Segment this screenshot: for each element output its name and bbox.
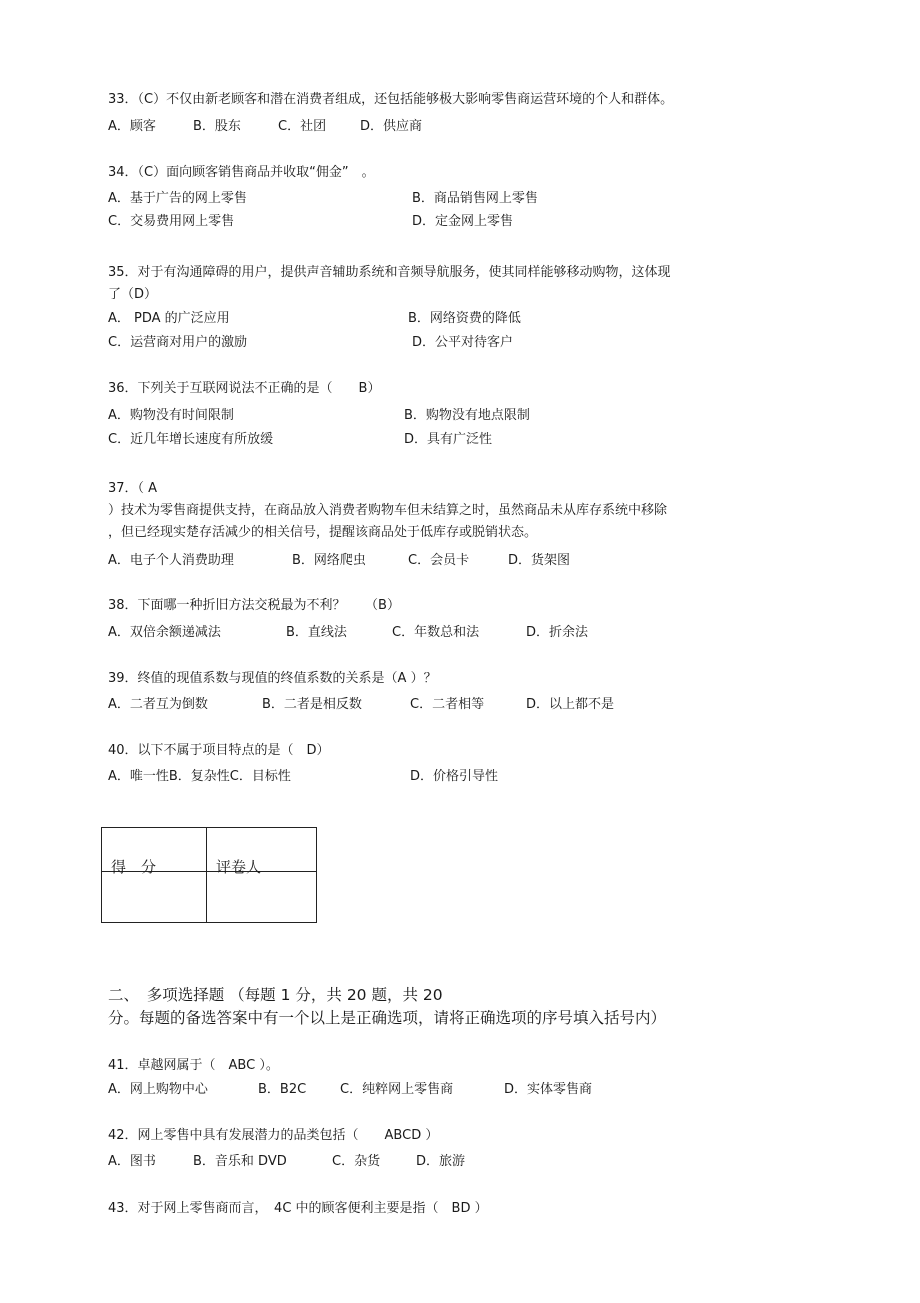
question-33-stem: 33．（C）不仅由新老顾客和潜在消费者组成，还包括能够极大影响零售商运营环境的个人和群体。: [108, 92, 674, 107]
q41-option-a: A．网上购物中心: [108, 1082, 208, 1097]
q35-option-d: D．公平对待客户: [412, 335, 514, 350]
q36-option-b: B．购物没有地点限制: [404, 408, 530, 423]
q34-option-d: D．定金网上零售: [412, 214, 514, 229]
question-37-stem-line3: ，但已经现实楚存活减少的相关信号，提醒该商品处于低库存或脱销状态。: [108, 525, 538, 540]
q38-option-d: D．折余法: [526, 625, 589, 640]
q33-option-b: B．股东: [193, 119, 241, 134]
question-43-stem: 43．对于网上零售商而言， 4C 中的顾客便利主要是指（ BD ）: [108, 1201, 488, 1216]
q42-option-d: D．旅游: [416, 1154, 466, 1169]
q38-option-c: C．年数总和法: [392, 625, 480, 640]
q41-option-c: C．纯粹网上零售商: [340, 1082, 454, 1097]
q42-option-a: A．图书: [108, 1154, 156, 1169]
question-36-stem: 36．下列关于互联网说法不正确的是（ B）: [108, 381, 381, 396]
q42-option-c: C．杂货: [332, 1154, 381, 1169]
q36-option-a: A．购物没有时间限制: [108, 408, 234, 423]
q37-option-a: A．电子个人消费助理: [108, 553, 234, 568]
question-35-stem-line2: 了（D）: [108, 287, 158, 302]
q33-option-a: A．顾客: [108, 119, 156, 134]
q36-option-c: C．近几年增长速度有所放缓: [108, 432, 274, 447]
q34-option-b: B．商品销售网上零售: [412, 191, 538, 206]
question-37-stem-line2: ）技术为零售商提供支持，在商品放入消费者购物车但未结算之时，虽然商品未从库存系统中移除: [108, 503, 668, 518]
q39-option-d: D．以上都不是: [526, 697, 615, 712]
q38-option-b: B．直线法: [286, 625, 347, 640]
question-39-stem: 39．终值的现值系数与现值的终值系数的关系是（A ）？: [108, 671, 437, 686]
q42-option-b: B．音乐和 DVD: [193, 1154, 287, 1169]
q37-option-b: B．网络爬虫: [292, 553, 366, 568]
q33-option-c: C．社团: [278, 119, 327, 134]
question-37-stem-line1: 37．（ A: [108, 481, 158, 496]
question-40-stem: 40．以下不属于项目特点的是（ D）: [108, 743, 330, 758]
q36-option-d: D．具有广泛性: [404, 432, 493, 447]
question-34-stem: 34．（C）面向顾客销售商品并收取“佣金” 。: [108, 165, 375, 180]
q34-option-a: A．基于广告的网上零售: [108, 191, 247, 206]
section2-heading-line2: 分。每题的备选答案中有一个以上是正确选项，请将正确选项的序号填入括号内）: [108, 1009, 667, 1027]
q40-options-abc: A．唯一性B．复杂性C．目标性: [108, 769, 291, 784]
grader-label: 评卷人: [216, 858, 262, 876]
q37-option-c: C．会员卡: [408, 553, 470, 568]
score-table: [101, 827, 317, 923]
question-41-stem: 41．卓越网属于（ ABC ）。: [108, 1058, 279, 1073]
question-38-stem: 38．下面哪一种折旧方法交税最为不利？ （B）: [108, 598, 400, 613]
q37-option-d: D．货架图: [508, 553, 571, 568]
q35-option-b: B．网络资费的降低: [408, 311, 521, 326]
q40-option-d: D．价格引导性: [410, 769, 499, 784]
q39-option-c: C．二者相等: [410, 697, 485, 712]
q33-option-d: D．供应商: [360, 119, 423, 134]
q39-option-a: A．二者互为倒数: [108, 697, 208, 712]
q38-option-a: A．双倍余额递减法: [108, 625, 221, 640]
q41-option-d: D．实体零售商: [504, 1082, 593, 1097]
score-label: 得 分: [111, 858, 157, 876]
score-table-divider: [206, 828, 207, 922]
question-35-stem-line1: 35．对于有沟通障碍的用户，提供声音辅助系统和音频导航服务，使其同样能够移动购物，这体现: [108, 265, 671, 280]
q39-option-b: B．二者是相反数: [262, 697, 362, 712]
section2-heading-line1: 二、 多项选择题 （每题 1 分，共 20 题，共 20: [108, 986, 443, 1004]
q35-option-c: C．运营商对用户的激励: [108, 335, 248, 350]
q35-option-a: A． PDA 的广泛应用: [108, 311, 230, 326]
q34-option-c: C．交易费用网上零售: [108, 214, 235, 229]
q41-option-b: B．B2C: [258, 1082, 307, 1097]
question-42-stem: 42．网上零售中具有发展潜力的品类包括（ ABCD ）: [108, 1128, 439, 1143]
